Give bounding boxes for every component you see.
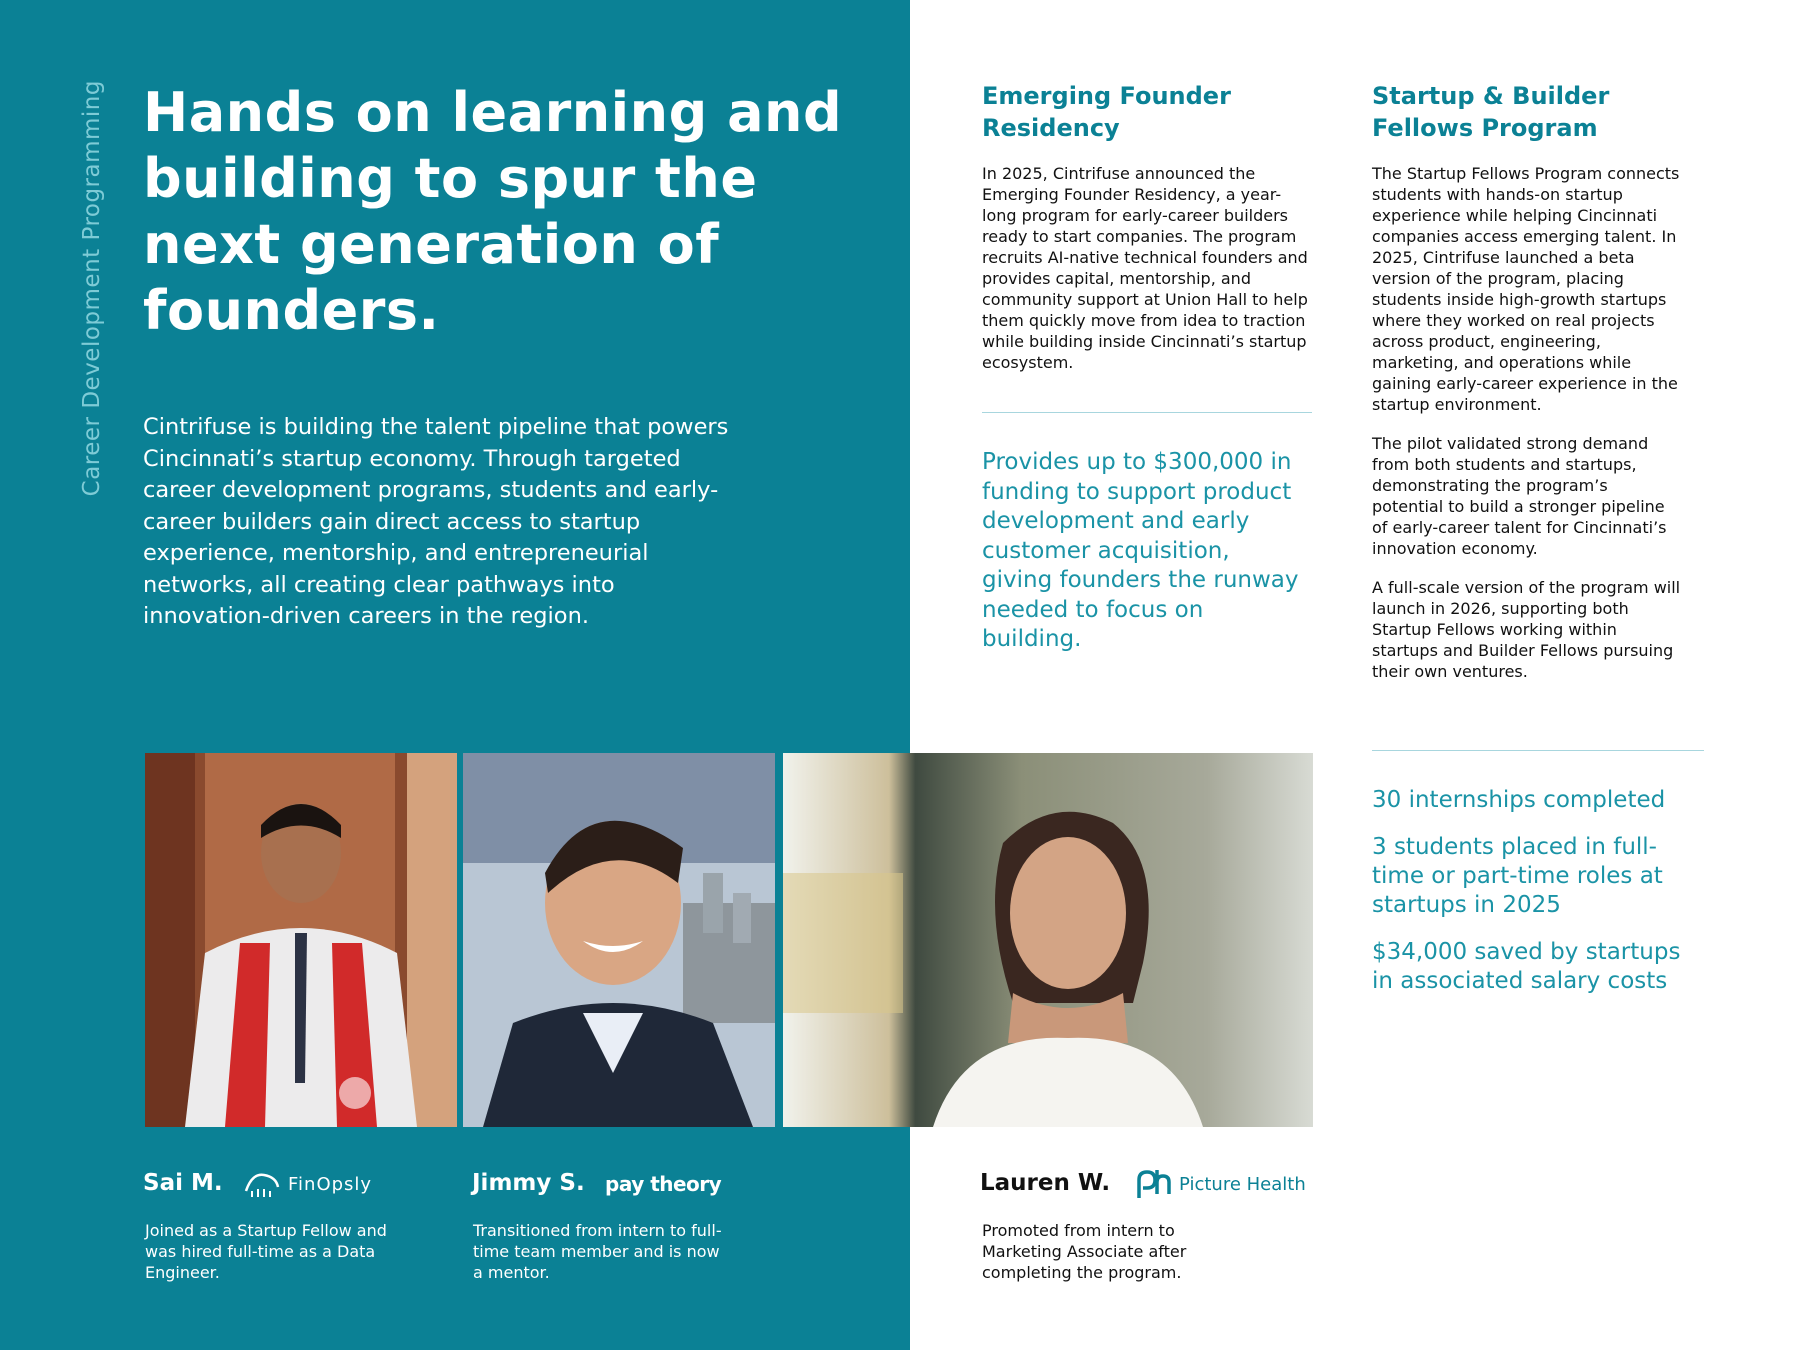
- person-desc-lauren: Promoted from intern to Marketing Associate after completing the program.: [982, 1221, 1187, 1282]
- picture-health-logo: [1135, 1166, 1306, 1202]
- residency-title: Emerging Founder Residency: [982, 82, 1231, 142]
- fellows-paragraph: The Startup Fellows Program connects students with hands-on startup experience while helping Cincinnati companies access emerging talent. In 2025, Cintrifuse launched a beta version of the program, placing students inside high-growth startups where they worked on real projects across product, engineering, marketing, and operations while gaining early-career experience in the startup environment.: [1372, 164, 1680, 414]
- stat-item: 30 internships completed: [1372, 787, 1666, 813]
- paytheory-logo: [605, 1166, 721, 1202]
- picture-health-logo-icon: [1135, 1168, 1173, 1200]
- person-name-jimmy: Jimmy S.: [472, 1170, 585, 1196]
- fellows-paragraph: A full-scale version of the program will launch in 2026, supporting both Startup Fellows working within startups and Builder Fellows pursuing their own ventures.: [1372, 578, 1681, 681]
- photo-lauren: [783, 753, 1313, 1127]
- stat-item: $34,000 saved by startups in associated salary costs: [1372, 939, 1681, 994]
- fellows-paragraph: The pilot validated strong demand from both students and startups, demonstrating the program’s potential to build a stronger pipeline of early-career talent for Cincinnati’s innovation economy.: [1372, 434, 1667, 558]
- intro-paragraph: Cintrifuse is building the talent pipeline that powers Cincinnati’s startup economy. Through targeted career development programs, students and early-career builders gain direct access to startup experience, mentorship, and entrepreneurial networks, all creating clear pathways into innovation-driven careers in the region.: [143, 414, 729, 629]
- photo-sai: [145, 753, 457, 1127]
- person-desc-sai: Joined as a Startup Fellow and was hired full-time as a Data Engineer.: [145, 1221, 387, 1282]
- finopsly-logo-text: FinOpsly: [288, 1173, 373, 1195]
- fellows-title: Startup & Builder Fellows Program: [1372, 82, 1610, 142]
- fellows-stats: [1372, 786, 1692, 1014]
- finopsly-logo: [242, 1166, 372, 1202]
- fellows-body: [1372, 163, 1682, 682]
- residency-body: In 2025, Cintrifuse announced the Emerging Founder Residency, a year-long program for early-career builders ready to start companies. The program recruits AI-native technical founders and provides capital, mentorship, and community support at Union Hall to help them quickly move from idea to traction while building inside Cincinnati’s startup ecosystem.: [982, 164, 1308, 372]
- paytheory-logo-text: pay theory: [605, 1172, 722, 1196]
- stat-item: 3 students placed in full-time or part-time roles at startups in 2025: [1372, 834, 1663, 918]
- finopsly-logo-icon: [242, 1169, 282, 1199]
- residency-divider: [982, 412, 1312, 413]
- residency-funding-callout: Provides up to $300,000 in funding to support product development and early customer acquisition, giving founders the runway needed to focus on building.: [982, 449, 1299, 652]
- person-name-sai: Sai M.: [143, 1170, 223, 1196]
- picture-health-logo-text: Picture Health: [1179, 1173, 1306, 1195]
- fellows-divider: [1372, 750, 1704, 751]
- person-name-lauren: Lauren W.: [980, 1170, 1111, 1196]
- photo-jimmy: [463, 753, 775, 1127]
- page-headline: Hands on learning and building to spur the next generation of founders.: [143, 81, 843, 342]
- person-desc-jimmy: Transitioned from intern to full-time team member and is now a mentor.: [473, 1221, 722, 1282]
- vertical-section-label: Career Development Programming: [79, 80, 105, 497]
